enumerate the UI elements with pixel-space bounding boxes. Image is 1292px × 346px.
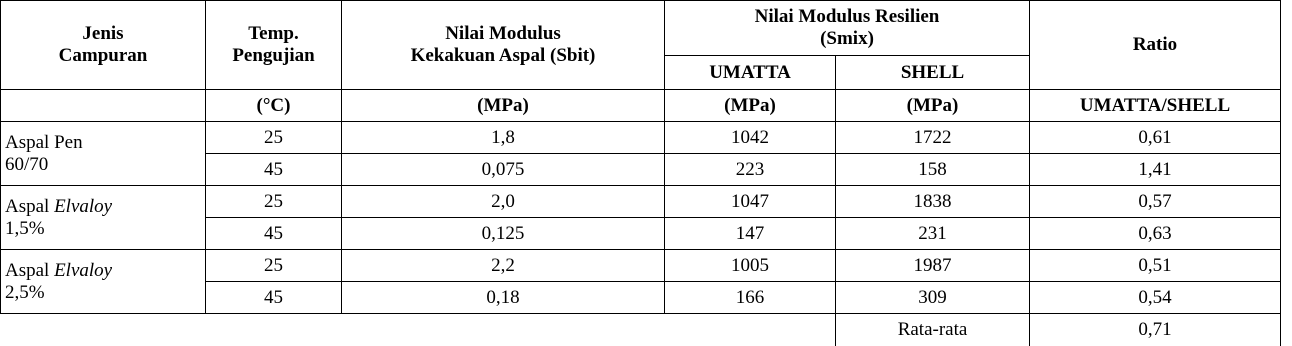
temp-cell: 25: [206, 122, 342, 154]
table-row: [1, 250, 1281, 282]
mix-type-cell: Aspal Pen 60/70: [1, 122, 206, 186]
sbit-cell: 0,125: [342, 218, 665, 250]
header-jenis-unit-blank: [1, 90, 206, 122]
umatta-cell: 147: [665, 218, 836, 250]
umatta-cell: 1047: [665, 186, 836, 218]
shell-cell: 1838: [836, 186, 1030, 218]
shell-cell: 231: [836, 218, 1030, 250]
temp-cell: 45: [206, 218, 342, 250]
sbit-cell: 0,18: [342, 282, 665, 314]
header-ratio: Ratio: [1030, 1, 1281, 90]
ratio-cell: 0,54: [1030, 282, 1281, 314]
unit-sbit: (MPa): [342, 90, 665, 122]
ratio-cell: 1,41: [1030, 154, 1281, 186]
temp-cell: 25: [206, 186, 342, 218]
ratio-cell: 0,57: [1030, 186, 1281, 218]
sbit-cell: 0,075: [342, 154, 665, 186]
umatta-cell: 1042: [665, 122, 836, 154]
ratio-cell: 0,63: [1030, 218, 1281, 250]
ratio-cell: 0,51: [1030, 250, 1281, 282]
temp-cell: 25: [206, 250, 342, 282]
shell-cell: 1987: [836, 250, 1030, 282]
temp-cell: 45: [206, 154, 342, 186]
header-sbit: Nilai Modulus Kekakuan Aspal (Sbit): [342, 1, 665, 90]
unit-umatta: (MPa): [665, 90, 836, 122]
umatta-cell: 166: [665, 282, 836, 314]
unit-temp: (°C): [206, 90, 342, 122]
mix-type-cell: Aspal Elvaloy 2,5%: [1, 250, 206, 314]
sbit-cell: 2,2: [342, 250, 665, 282]
shell-cell: 1722: [836, 122, 1030, 154]
header-modulus-resilien: Nilai Modulus Resilien (Smix): [665, 1, 1030, 56]
header-jenis-campuran: Jenis Campuran: [1, 1, 206, 90]
header-umatta: UMATTA: [665, 56, 836, 90]
table-row: [1, 186, 1281, 218]
ratio-cell: 0,61: [1030, 122, 1281, 154]
header-shell: SHELL: [836, 56, 1030, 90]
shell-cell: 158: [836, 154, 1030, 186]
shell-cell: 309: [836, 282, 1030, 314]
temp-cell: 45: [206, 282, 342, 314]
header-temp-pengujian: Temp. Pengujian: [206, 1, 342, 90]
average-row: [1, 314, 1281, 346]
table-row: [1, 122, 1281, 154]
umatta-cell: 223: [665, 154, 836, 186]
mix-type-cell: Aspal Elvaloy 1,5%: [1, 186, 206, 250]
footer-blank: [1, 314, 836, 346]
average-value: 0,71: [1030, 314, 1281, 346]
sbit-cell: 2,0: [342, 186, 665, 218]
unit-shell: (MPa): [836, 90, 1030, 122]
umatta-cell: 1005: [665, 250, 836, 282]
average-label: Rata-rata: [836, 314, 1030, 346]
sbit-cell: 1,8: [342, 122, 665, 154]
unit-ratio: UMATTA/SHELL: [1030, 90, 1281, 122]
